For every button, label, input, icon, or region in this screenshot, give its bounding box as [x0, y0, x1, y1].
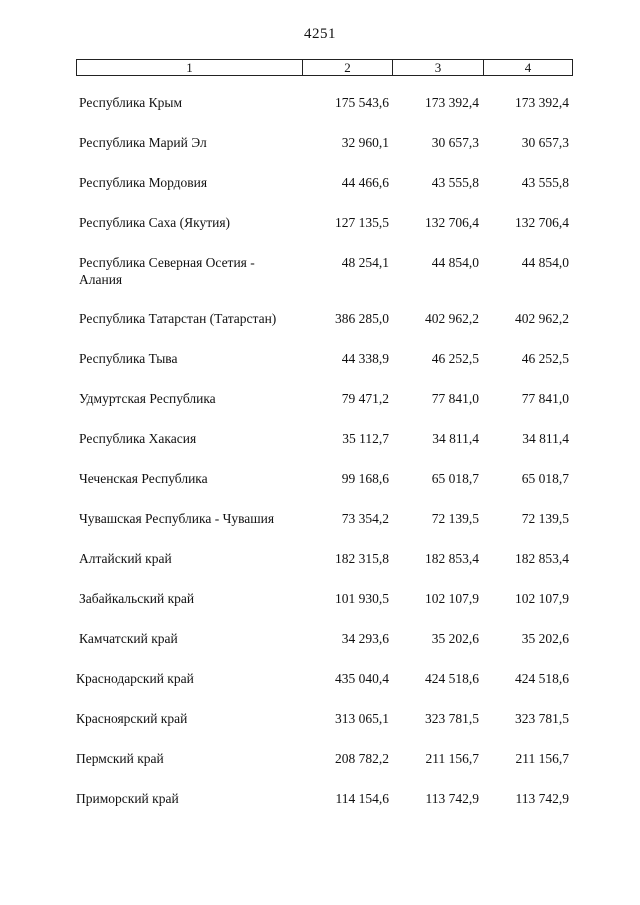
region-name: Республика Хакасия [79, 431, 197, 446]
value-col-2: 435 040,4 [335, 671, 389, 686]
value-col-3: 77 841,0 [431, 391, 479, 406]
value-col-3: 132 706,4 [425, 215, 479, 230]
region-name: Республика Марий Эл [79, 135, 207, 150]
value-col-2: 114 154,6 [335, 791, 389, 806]
region-name: Республика Татарстан (Татарстан) [79, 311, 277, 326]
value-col-3: 35 202,6 [431, 631, 479, 646]
value-col-4: 182 853,4 [515, 551, 569, 566]
value-col-3: 46 252,5 [431, 351, 479, 366]
region-name: Республика Северная Осетия - Алания [79, 255, 255, 287]
value-col-4: 65 018,7 [521, 471, 569, 486]
value-col-3: 323 781,5 [425, 711, 479, 726]
value-col-4: 44 854,0 [521, 255, 569, 270]
region-name: Алтайский край [79, 551, 172, 566]
region-name: Республика Тыва [79, 351, 178, 366]
region-name: Чувашская Республика - Чувашия [79, 511, 275, 526]
region-name: Удмуртская Республика [79, 391, 216, 406]
value-col-4: 402 962,2 [515, 311, 569, 326]
value-col-2: 73 354,2 [341, 511, 389, 526]
value-col-4: 102 107,9 [515, 591, 569, 606]
value-col-2: 182 315,8 [335, 551, 389, 566]
header-cell-3: 3 [393, 60, 484, 75]
value-col-3: 102 107,9 [425, 591, 479, 606]
page-number: 4251 [304, 26, 336, 42]
region-name: Камчатский край [79, 631, 178, 646]
value-col-4: 113 742,9 [515, 791, 569, 806]
table-header [76, 59, 573, 76]
region-name: Пермский край [76, 751, 164, 766]
value-col-2: 32 960,1 [341, 135, 389, 150]
value-col-4: 43 555,8 [521, 175, 569, 190]
value-col-3: 113 742,9 [425, 791, 479, 806]
value-col-3: 44 854,0 [431, 255, 479, 270]
value-col-4: 30 657,3 [521, 135, 569, 150]
value-col-2: 101 930,5 [335, 591, 389, 606]
value-col-3: 211 156,7 [425, 751, 479, 766]
value-col-4: 132 706,4 [515, 215, 569, 230]
value-col-3: 30 657,3 [431, 135, 479, 150]
value-col-2: 44 466,6 [341, 175, 389, 190]
region-name: Краснодарский край [76, 671, 194, 686]
header-cell-2: 2 [303, 60, 393, 75]
value-col-4: 72 139,5 [521, 511, 569, 526]
value-col-3: 43 555,8 [431, 175, 479, 190]
value-col-3: 72 139,5 [431, 511, 479, 526]
value-col-3: 34 811,4 [432, 431, 479, 446]
value-col-4: 323 781,5 [515, 711, 569, 726]
header-cell-1: 1 [77, 60, 303, 75]
value-col-2: 34 293,6 [341, 631, 389, 646]
value-col-2: 175 543,6 [335, 95, 389, 110]
region-name: Красноярский край [76, 711, 188, 726]
value-col-4: 77 841,0 [521, 391, 569, 406]
value-col-2: 208 782,2 [335, 751, 389, 766]
value-col-4: 211 156,7 [515, 751, 569, 766]
value-col-3: 65 018,7 [431, 471, 479, 486]
region-name: Приморский край [76, 791, 179, 806]
value-col-2: 44 338,9 [341, 351, 389, 366]
value-col-2: 79 471,2 [341, 391, 389, 406]
value-col-3: 182 853,4 [425, 551, 479, 566]
value-col-4: 34 811,4 [522, 431, 569, 446]
value-col-4: 46 252,5 [521, 351, 569, 366]
header-cell-4: 4 [524, 60, 532, 75]
value-col-3: 424 518,6 [425, 671, 479, 686]
region-name: Чеченская Республика [79, 471, 208, 486]
value-col-2: 35 112,7 [342, 431, 389, 446]
region-name: Забайкальский край [79, 591, 195, 606]
value-col-4: 424 518,6 [515, 671, 569, 686]
region-name: Республика Крым [79, 95, 183, 110]
value-col-2: 313 065,1 [335, 711, 389, 726]
region-name: Республика Мордовия [79, 175, 208, 190]
region-name: Республика Саха (Якутия) [79, 215, 231, 230]
value-col-2: 127 135,5 [335, 215, 389, 230]
value-col-4: 173 392,4 [515, 95, 569, 110]
value-col-2: 386 285,0 [335, 311, 389, 326]
value-col-4: 35 202,6 [521, 631, 569, 646]
value-col-3: 173 392,4 [425, 95, 479, 110]
value-col-2: 48 254,1 [341, 255, 389, 270]
value-col-2: 99 168,6 [341, 471, 389, 486]
value-col-3: 402 962,2 [425, 311, 479, 326]
